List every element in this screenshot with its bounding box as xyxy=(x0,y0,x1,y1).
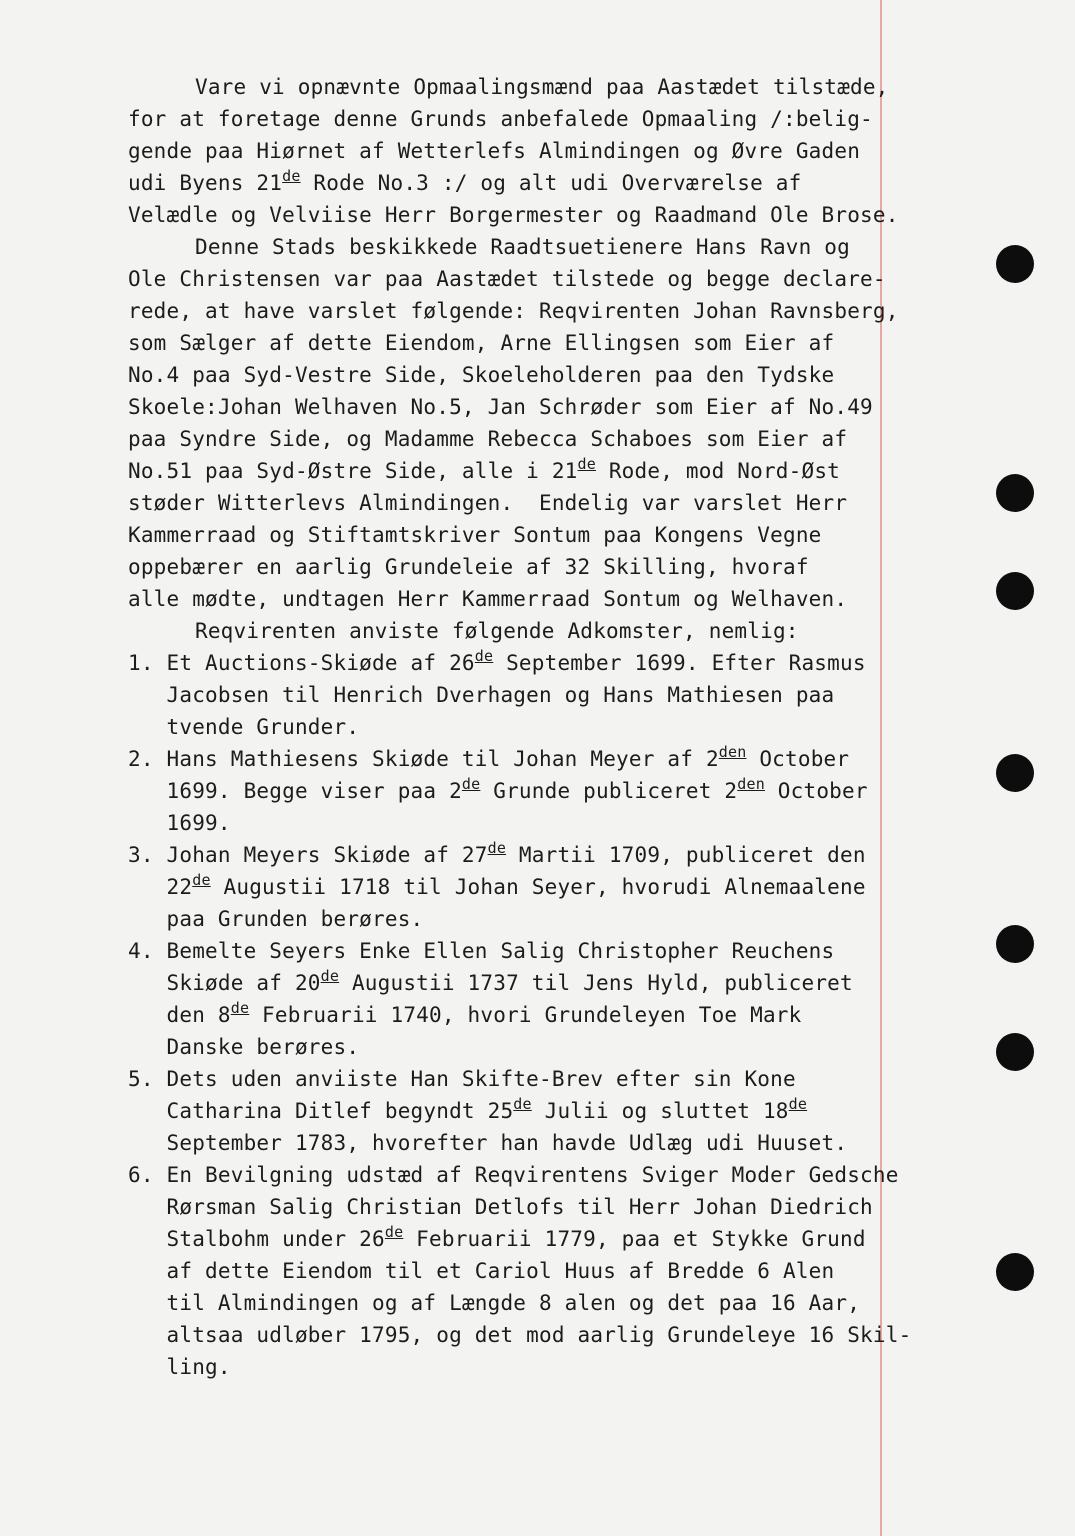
text-run: 1699. xyxy=(128,811,231,835)
text-line xyxy=(128,714,359,740)
text-run: af dette Eiendom til et Cariol Huus af Bredde 6 Alen xyxy=(128,1259,835,1283)
text-run: 5. Dets uden anviiste Han Skifte-Brev efter sin Kone xyxy=(128,1067,796,1091)
text-run: Velædle og Velviise Herr Borgermester og Raadmand Ole Brose. xyxy=(128,203,899,227)
text-run: gende paa Hiørnet af Wetterlefs Almindingen og Øvre Gaden xyxy=(128,139,861,163)
text-run: paa Syndre Side, og Madamme Rebecca Schaboes som Eier af xyxy=(128,427,848,451)
margin-rule xyxy=(880,0,882,1536)
text-line xyxy=(128,138,860,164)
superscript: de xyxy=(474,647,494,665)
superscript: de xyxy=(461,775,481,793)
text-run: Vare vi opnævnte Opmaalingsmænd paa Aastædet tilstæde, xyxy=(195,75,889,99)
text-line xyxy=(128,839,866,868)
text-line xyxy=(128,1095,808,1124)
text-run: 3. Johan Meyers Skiøde af 27 xyxy=(128,843,488,867)
superscript: de xyxy=(788,1095,808,1113)
text-line xyxy=(128,1194,873,1220)
text-line xyxy=(128,266,886,292)
text-run: 4. Bemelte Seyers Enke Ellen Salig Christopher Reuchens xyxy=(128,939,835,963)
superscript: de xyxy=(320,967,340,985)
text-run: Denne Stads beskikkede Raadtsuetienere Hans Ravn og xyxy=(195,235,850,259)
text-line xyxy=(128,362,834,388)
text-run: No.4 paa Syd-Vestre Side, Skoeleholderen paa den Tydske xyxy=(128,363,835,387)
text-line xyxy=(128,810,231,836)
superscript: de xyxy=(230,999,250,1017)
text-run: Martii 1709, publiceret den xyxy=(506,843,866,867)
text-line xyxy=(128,106,873,132)
text-run: October xyxy=(746,747,850,771)
text-line xyxy=(128,647,866,676)
text-run: October xyxy=(764,779,868,803)
text-run: alle mødte, undtagen Herr Kammerraad Sontum og Welhaven. xyxy=(128,587,848,611)
text-run: ling. xyxy=(128,1355,231,1379)
text-line xyxy=(128,394,873,420)
text-run: Stalbohm under 26 xyxy=(128,1227,385,1251)
text-run: Ole Christensen var paa Aastædet tilstede og begge declare- xyxy=(128,267,886,291)
text-line xyxy=(128,490,847,516)
text-run: Julii og sluttet 18 xyxy=(531,1099,789,1123)
text-line xyxy=(128,938,834,964)
text-run: som Sælger af dette Eiendom, Arne Ellingsen som Eier af xyxy=(128,331,835,355)
text-line xyxy=(128,967,853,996)
text-line xyxy=(128,1034,359,1060)
text-run: 2. Hans Mathiesens Skiøde til Johan Meyer af 2 xyxy=(128,747,719,771)
text-line xyxy=(128,202,899,228)
superscript: de xyxy=(192,871,211,889)
superscript: den xyxy=(737,775,765,793)
text-run: Rørsman Salig Christian Detlofs til Herr Johan Diedrich xyxy=(128,1195,873,1219)
binder-hole xyxy=(996,245,1034,283)
text-run: rede, at have varslet følgende: Reqvirenten Johan Ravnsberg, xyxy=(128,299,899,323)
text-run: Augustii 1737 til Jens Hyld, publiceret xyxy=(339,971,853,995)
binder-hole xyxy=(996,474,1034,512)
text-run: til Almindingen og af Længde 8 alen og det paa 16 Aar, xyxy=(128,1291,861,1315)
text-line xyxy=(128,455,841,484)
text-line xyxy=(128,586,847,612)
text-run: Reqvirenten anviste følgende Adkomster, nemlig: xyxy=(195,619,799,643)
text-run: Catharina Ditlef begyndt 25 xyxy=(128,1099,514,1123)
text-run: Jacobsen til Henrich Dverhagen og Hans Mathiesen paa xyxy=(128,683,835,707)
text-line xyxy=(128,682,834,708)
text-run: Skiøde af 20 xyxy=(128,971,321,995)
text-run: September 1783, hvorefter han havde Udlæg udi Huuset. xyxy=(128,1131,848,1155)
text-line xyxy=(128,743,850,772)
superscript: de xyxy=(487,839,507,857)
text-line xyxy=(128,522,822,548)
text-run: 1699. Begge viser paa 2 xyxy=(128,779,462,803)
binder-hole xyxy=(996,1253,1034,1291)
binder-hole xyxy=(996,925,1034,963)
text-line xyxy=(128,1354,231,1380)
text-line xyxy=(128,554,809,580)
text-line xyxy=(128,1258,834,1284)
text-run: altsaa udløber 1795, og det mod aarlig Grundeleye 16 Skil- xyxy=(128,1323,912,1347)
text-run: Augustii 1718 til Johan Seyer, hvorudi Alnemaalene xyxy=(210,875,866,899)
superscript: de xyxy=(577,455,596,473)
text-run: udi Byens 21 xyxy=(128,171,283,195)
binder-hole xyxy=(996,572,1034,610)
text-run: Grunde publiceret 2 xyxy=(480,779,738,803)
text-line xyxy=(128,775,868,804)
text-line xyxy=(128,1322,911,1348)
superscript: de xyxy=(384,1223,404,1241)
text-line xyxy=(128,999,802,1028)
text-run: Rode No.3 :/ og alt udi Overværelse af xyxy=(300,171,802,195)
text-line xyxy=(195,74,889,100)
text-run: No.51 paa Syd-Østre Side, alle i 21 xyxy=(128,459,578,483)
text-run: støder Witterlevs Almindingen. Endelig var varslet Herr xyxy=(128,491,848,515)
text-run: for at foretage denne Grunds anbefalede Opmaaling /:belig- xyxy=(128,107,873,131)
text-run: Kammerraad og Stiftamtskriver Sontum paa Kongens Vegne xyxy=(128,523,822,547)
text-run: 1. Et Auctions-Skiøde af 26 xyxy=(128,651,475,675)
text-line xyxy=(128,167,802,196)
text-line xyxy=(128,1290,860,1316)
text-line xyxy=(128,1130,847,1156)
text-run: Februarii 1779, paa et Stykke Grund xyxy=(403,1227,866,1251)
text-line xyxy=(128,1223,866,1252)
text-line xyxy=(195,234,850,260)
binder-hole xyxy=(996,1033,1034,1071)
text-run: September 1699. Efter Rasmus xyxy=(493,651,866,675)
text-line xyxy=(128,1162,899,1188)
superscript: de xyxy=(282,167,301,185)
superscript: den xyxy=(718,743,747,761)
text-run: den 8 xyxy=(128,1003,231,1027)
text-line xyxy=(195,618,799,644)
text-run: Februarii 1740, hvori Grundeleyen Toe Mark xyxy=(249,1003,802,1027)
text-run: Skoele:Johan Welhaven No.5, Jan Schrøder som Eier af No.49 xyxy=(128,395,873,419)
text-line xyxy=(128,906,423,932)
text-line xyxy=(128,330,834,356)
text-run: Danske berøres. xyxy=(128,1035,360,1059)
text-run: oppebærer en aarlig Grundeleie af 32 Skilling, hvoraf xyxy=(128,555,809,579)
superscript: de xyxy=(513,1095,532,1113)
text-run: paa Grunden berøres. xyxy=(128,907,424,931)
text-run: 22 xyxy=(128,875,193,899)
text-line xyxy=(128,871,866,900)
text-line xyxy=(128,1066,796,1092)
text-line xyxy=(128,298,899,324)
text-run: tvende Grunder. xyxy=(128,715,360,739)
text-run: Rode, mod Nord-Øst xyxy=(595,459,841,483)
text-line xyxy=(128,426,847,452)
binder-hole xyxy=(996,754,1034,792)
text-run: 6. En Bevilgning udstæd af Reqvirentens Sviger Moder Gedsche xyxy=(128,1163,899,1187)
